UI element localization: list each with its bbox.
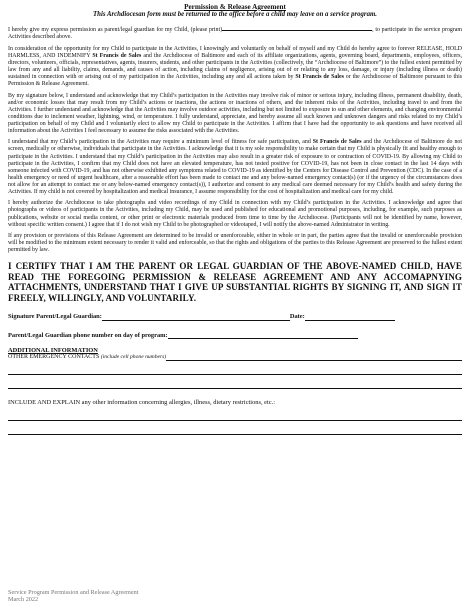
footer-date: March 2022 bbox=[8, 596, 39, 604]
permission-text-post: , to participate in the service program Activities described above. bbox=[8, 27, 462, 41]
emergency-contacts-line[interactable] bbox=[8, 375, 462, 389]
phone-field[interactable] bbox=[168, 332, 358, 339]
date-label: Date: bbox=[289, 312, 305, 320]
emergency-contacts-row bbox=[8, 354, 462, 361]
fitness-covid-paragraph bbox=[8, 139, 462, 195]
risk-paragraph: By my signature below, I understand and acknowledge that my Child’s participation in the Activities may involve risk of minor or serious injury, including illness, permanent disability, death, and/or economic losses that may result from my Child’s actions or inactions, the actions or inactions of others, and the inherent risks of the Activities, including travel to and from the Activities. I further understand and acknowledge that the Activities may involve outdoor activities, including but not limited to exposure to sun and other elements, and changing environmental conditions due to inclement weather, lightning, wind, or temperature. I fully understand, appreciate, and hereby assume all such known and unknown dangers and risks related to my Child’s participation on behalf of my Child and I voluntarily elect to allow my Child to participate in the Activities. I affirm that I have had the opportunity to ask questions and have received all information about the Activities I feel necessary to assume the risks associated with the Activities. bbox=[8, 92, 462, 134]
phone-label: Parent/Legal Guardian phone number on day of program: bbox=[8, 331, 168, 339]
signature-label: Signature Parent/Legal Guardian: bbox=[8, 312, 102, 320]
child-name-field[interactable] bbox=[222, 24, 372, 31]
form-subtitle: This Archdiocesan form must be returned to the office before a child may leave on a service program. bbox=[93, 11, 377, 18]
release-form bbox=[8, 3, 462, 435]
emergency-contacts-field[interactable] bbox=[166, 354, 462, 361]
emergency-contacts-label: OTHER EMERGENCY CONTACTS bbox=[8, 354, 100, 361]
permission-text-pre: I hereby give my express permission as parent/legal guardian for my Child, (please print) bbox=[8, 27, 223, 33]
signature-row bbox=[8, 313, 462, 321]
footer-form-name: Service Program Permission and Release Agreement bbox=[8, 589, 139, 596]
signature-field[interactable] bbox=[102, 314, 290, 321]
fitness-text-a: I understand that my Child’s participation in the Activities may require a minimum level of fitness for safe participation, and bbox=[8, 139, 313, 146]
certification-statement: I CERTIFY THAT I AM THE PARENT OR LEGAL GUARDIAN OF THE ABOVE-NAMED CHILD, HAVE READ THE FOREGOING PERMISSION & RELEASE AGREEMENT AND ANY ACCOMAPNYING ATTACHMENTS, UNDERSTAND THAT I GIVE UP SUBSTANTIAL RIGHTS BY SIGNING IT, AND SIGN IT FREELY, WILLINGLY, AND VOLUNTARILY. bbox=[8, 261, 462, 303]
parish-name: St Francis de Sales bbox=[295, 73, 344, 80]
release-text-a: In consideration of the opportunity for my Child to participate in the Activities, I knowingly and voluntarily on behalf of myself and my Child do hereby agree to forever RELEASE, HOLD HARMLESS, AND INDEMNIFY bbox=[8, 45, 462, 59]
photo-release-paragraph: I hereby authorize the Archdiocese to take photographs and video recordings of my Child in connection with my Child’s participation in the Activities. I acknowledge and agree that photographs or videos of participants in the Activities, including my Child, may be used and published for educational and promotional purposes, including, for example, such purposes as publications, website or social media content, or other print or electronic materials produced from time to time by the Archdiocese. (Participants will not be identified by name, however, without specific written consent.) I agree that if I do not wish my Child to be photographed or videotaped, I will notify the above-named Administrator in writing. bbox=[8, 200, 462, 228]
release-text-c: or the Archdiocese of Baltimore pursuant to this Permission & Release Agreement. bbox=[8, 73, 462, 87]
emergency-contacts-line[interactable] bbox=[8, 361, 462, 375]
form-title: Permission & Release Agreement bbox=[184, 3, 286, 11]
footer bbox=[8, 589, 138, 604]
fitness-text-b: and the Archdiocese of Baltimore do not screen, medically or otherwise, individuals that participate in the Activities. I acknowledge that it is my sole responsibility to make certain that my Child is physically fit and healthy enough to participate in the Activities. I understand that my Child’s participation in the Activities may also result in a greater risk of exposure to or contraction of COVID-19. By allowing my Child to participate in the Activities, I confirm that my Child does not have an elevated temperature, has not tested positive for COVID-19, has not been in close contact in the last 14 days with someone infected with COVID-19, and has not otherwise exhibited any symptoms related to COVID-19 as identified by the Centers for Disease Control and Prevention (CDC). In the case of a health emergency or need of urgent healthcare, after a reasonable effort has been made to contact me and any below-named emergency contact(s) (or if the urgency of the circumstances does not allow for an attempt to contact me or any below-named emergency contact(s)), I authorize and consent to any medical care deemed necessary for my Child’s health and safety during the Activities. If my child is not covered by hospitalization and medical insurance, I assume responsibility for the cost of hospitalization and medical care for my child. bbox=[8, 139, 462, 195]
severability-paragraph: If any provision or provisions of this Release Agreement are determined to be invalid or unenforceable, either in whole or in part, the parties agree that the invalid or unenforceable provision will be modified to the minimum extent necessary to render it valid and enforceable, so that the rights and obligations of the parties to this Release Agreement are preserved to the fullest extent permitted by law. bbox=[8, 233, 462, 254]
include-label: INCLUDE AND EXPLAIN any other information concerning allergies, illness, dietary restrictions, etc.: bbox=[8, 399, 275, 407]
permission-paragraph bbox=[8, 24, 462, 41]
additional-info-heading: ADDITIONAL INFORMATION bbox=[8, 346, 98, 354]
release-text-b: and the Archdiocese of Baltimore and each of its affiliate organizations, agents, governing board, departments, employees, officers, directors, volunteers, officials, representatives, agents, insurers, students, and other participants in the Activities (collectively, the “Archdiocese of Baltimore”) to the fullest extent permitted by law from any and all liability, claims, demands, and causes of action, including claims of negligence, arising out of or relating to any loss, damage, or injury (including illness or death) sustained in connection with or arising out of my participation in the Activities, including any and all actions taken by bbox=[8, 52, 462, 80]
emergency-contacts-note: (include cell phone numbers) bbox=[100, 354, 167, 361]
release-paragraph bbox=[8, 46, 462, 88]
parish-name: St Francis de Sales bbox=[312, 139, 362, 146]
include-info-line[interactable] bbox=[8, 421, 462, 435]
include-info-line[interactable] bbox=[8, 407, 462, 421]
phone-row bbox=[8, 332, 462, 339]
parish-name: St Francis de Sales bbox=[92, 52, 142, 59]
include-row bbox=[8, 399, 462, 407]
date-field[interactable] bbox=[305, 314, 395, 321]
